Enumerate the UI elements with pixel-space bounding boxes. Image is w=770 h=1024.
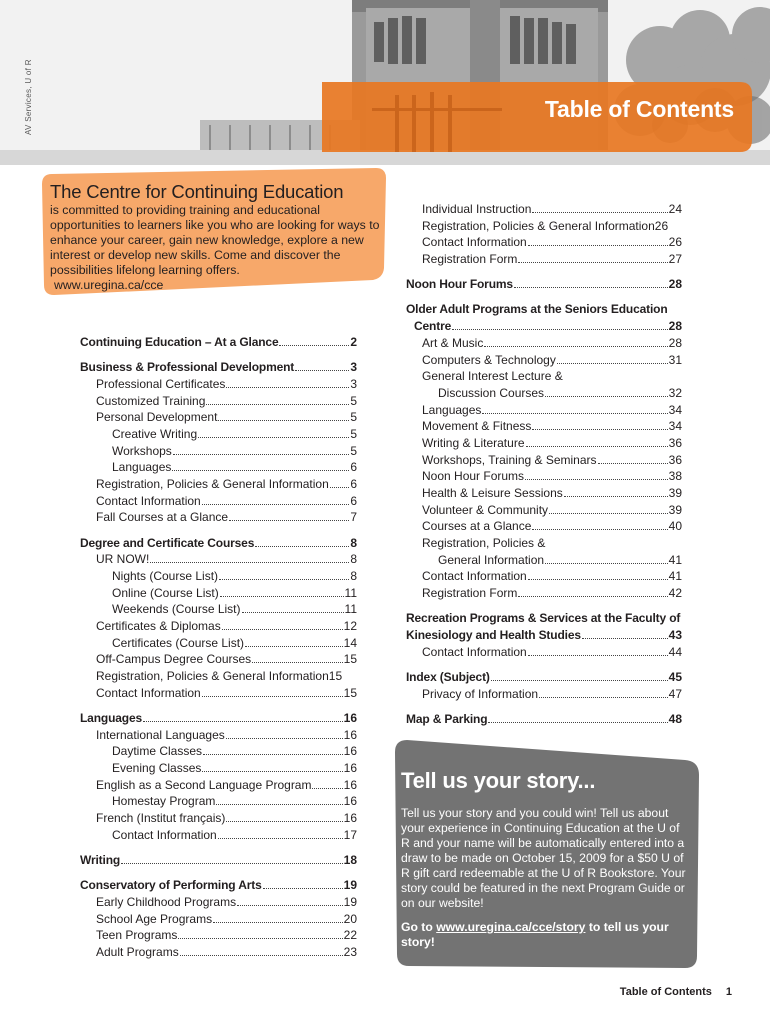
toc-spacer: [406, 660, 682, 669]
toc-entry-label: Registration, Policies & General Information: [96, 669, 329, 684]
toc-entry-page: 16: [343, 811, 357, 826]
dot-leader: [218, 420, 349, 421]
toc-section-entry[interactable]: [80, 877, 357, 894]
toc-spacer: [406, 293, 682, 302]
toc-entry-label: Workshops, Training & Seminars: [422, 452, 597, 467]
dot-leader: [564, 496, 668, 497]
toc-entry-page: 26: [668, 235, 682, 250]
toc-entry-label: Certificates & Diplomas: [96, 619, 221, 633]
toc-entry[interactable]: [80, 727, 357, 744]
toc-entry-label: Registration Form: [422, 586, 518, 601]
toc-entry-page: 27: [668, 252, 682, 267]
toc-entry-label: Business & Professional Development: [80, 360, 295, 375]
toc-entry[interactable]: [406, 535, 682, 552]
toc-entry[interactable]: [80, 459, 357, 476]
toc-entry-page: 12: [343, 619, 357, 633]
toc-entry-label: Courses at a Glance: [422, 519, 532, 534]
toc-entry-label: Professional Certificates: [96, 376, 226, 391]
toc-section-entry[interactable]: [406, 318, 682, 335]
toc-section-entry[interactable]: [80, 710, 357, 727]
toc-entry[interactable]: [406, 568, 682, 585]
photo-credit: AV Services, U of R: [24, 59, 33, 135]
dot-leader: [252, 662, 342, 663]
toc-entry-page: 16: [343, 777, 357, 792]
toc-section-entry[interactable]: [406, 276, 682, 293]
toc-entry-label: Languages: [422, 402, 482, 417]
toc-entry[interactable]: [406, 402, 682, 419]
toc-entry[interactable]: [406, 201, 682, 218]
dot-leader: [242, 612, 344, 613]
intro-body-text: is committed to providing training and educational opportunities to learners like you who are looking for ways to enhance your career, gain new knowledge, explore a new interest or develop new skills. Come and discover the possibilities lifelong learning offers.: [50, 203, 380, 277]
toc-entry-label: Degree and Certificate Courses: [80, 535, 255, 550]
dot-leader: [143, 721, 343, 722]
toc-entry-label: Conservatory of Performing Arts: [80, 878, 262, 893]
dot-leader: [549, 513, 668, 514]
toc-entry[interactable]: [406, 335, 682, 352]
dot-leader: [295, 370, 349, 371]
toc-entry-label: Languages: [112, 460, 172, 475]
toc-entry-label: Discussion Courses: [438, 385, 545, 400]
toc-entry-label: Kinesiology and Health Studies: [406, 628, 581, 642]
toc-entry[interactable]: [80, 651, 357, 668]
dot-leader: [488, 722, 667, 723]
toc-entry-page: 16: [343, 727, 357, 742]
toc-entry-page: 7: [350, 510, 357, 525]
toc-entry[interactable]: [406, 452, 682, 469]
toc-entry-label: Contact Information: [96, 685, 201, 700]
story-cta-prefix: Go to: [401, 920, 437, 934]
dot-leader: [518, 262, 667, 263]
dot-leader: [218, 838, 343, 839]
toc-entry[interactable]: [80, 793, 357, 810]
toc-entry-label: Contact Information: [422, 569, 527, 584]
toc-entry[interactable]: [80, 509, 357, 526]
toc-entry[interactable]: [80, 493, 357, 510]
toc-entry-page: 5: [350, 410, 357, 425]
toc-entry-label: Workshops: [112, 443, 172, 458]
toc-entry-page: 6: [350, 493, 357, 508]
toc-entry-page: 41: [668, 552, 682, 567]
toc-entry[interactable]: [80, 743, 357, 760]
dot-leader: [532, 529, 667, 530]
toc-entry-page: 3: [350, 376, 357, 391]
dot-leader: [598, 463, 668, 464]
toc-entry-page: 41: [668, 569, 682, 584]
toc-entry-page: 5: [350, 426, 357, 441]
dot-leader: [226, 738, 343, 739]
toc-entry-label: Noon Hour Forums: [422, 469, 525, 484]
footer-label: Table of Contents: [619, 986, 712, 998]
toc-entry-label: Certificates (Course List): [112, 635, 245, 650]
toc-entry-label: Early Childhood Programs: [96, 894, 237, 909]
dot-leader: [226, 821, 342, 822]
toc-entry-label: Fall Courses at a Glance: [96, 510, 229, 525]
toc-entry[interactable]: [406, 368, 682, 385]
toc-entry[interactable]: [406, 435, 682, 452]
toc-entry-label: Adult Programs: [96, 944, 179, 959]
toc-entry[interactable]: [80, 618, 357, 635]
toc-entry-label: Index (Subject): [406, 669, 490, 684]
toc-entry-page: 8: [350, 568, 357, 583]
toc-entry-page: 39: [668, 486, 682, 500]
dot-leader: [525, 479, 668, 480]
toc-section-entry[interactable]: [80, 359, 357, 376]
dot-leader: [178, 938, 342, 939]
toc-entry-label: Volunteer & Community: [422, 502, 549, 517]
toc-section-entry[interactable]: [406, 711, 682, 728]
toc-entry[interactable]: [80, 944, 357, 961]
toc-entry-label: General Information: [438, 552, 545, 567]
toc-entry-label: International Languages: [96, 727, 225, 742]
toc-entry-label: General Interest Lecture &: [422, 369, 563, 384]
dot-leader: [545, 563, 668, 564]
toc-entry-page: 20: [343, 911, 357, 926]
toc-entry[interactable]: [80, 393, 357, 410]
dot-leader: [180, 955, 343, 956]
toc-spacer: [406, 268, 682, 277]
story-title: Tell us your story...: [401, 768, 596, 793]
toc-entry-page: 2: [350, 335, 357, 349]
toc-entry[interactable]: [406, 644, 682, 661]
toc-entry-label: UR NOW!: [96, 552, 150, 567]
dot-leader: [312, 788, 342, 789]
toc-entry-page: 28: [668, 335, 682, 350]
toc-entry[interactable]: [406, 585, 682, 602]
dot-leader: [518, 596, 667, 597]
toc-entry-label: Centre: [414, 319, 452, 334]
dot-leader: [245, 646, 343, 647]
dot-leader: [206, 404, 349, 405]
toc-entry-label: Weekends (Course List): [112, 602, 241, 617]
toc-entry-label: Contact Information: [96, 493, 201, 508]
toc-entry-page: 26: [654, 218, 669, 233]
dot-leader: [226, 387, 349, 388]
toc-entry-label: Continuing Education – At a Glance: [80, 335, 279, 349]
toc-entry-page: 43: [668, 628, 682, 642]
dot-leader: [237, 905, 343, 906]
dot-leader: [220, 596, 344, 597]
dot-leader: [219, 579, 349, 580]
toc-entry-label: Noon Hour Forums: [406, 277, 513, 292]
dot-leader: [222, 629, 343, 630]
toc-entry-page: 16: [343, 744, 357, 759]
dot-leader: [528, 245, 668, 246]
dot-leader: [582, 638, 668, 639]
toc-entry-label: Evening Classes: [112, 761, 202, 775]
toc-entry-page: 8: [350, 552, 357, 567]
toc-section-entry[interactable]: [80, 334, 357, 351]
toc-entry[interactable]: [80, 810, 357, 827]
toc-entry-label: Map & Parking: [406, 711, 488, 726]
toc-entry[interactable]: [406, 518, 682, 535]
toc-entry[interactable]: [406, 468, 682, 485]
toc-section-entry[interactable]: [406, 301, 682, 318]
toc-right-column: [406, 201, 682, 727]
toc-entry-page: 19: [343, 878, 357, 893]
toc-entry-page: 31: [668, 352, 682, 367]
toc-entry-label: Recreation Programs & Services at the Faculty of: [406, 611, 681, 626]
toc-entry-page: 18: [343, 852, 357, 867]
toc-entry[interactable]: [80, 376, 357, 393]
dot-leader: [491, 680, 668, 681]
toc-entry-label: Daytime Classes: [112, 744, 203, 759]
toc-entry[interactable]: [80, 568, 357, 585]
dot-leader: [330, 487, 350, 488]
toc-entry-page: 45: [668, 669, 682, 684]
toc-entry[interactable]: [80, 585, 357, 602]
toc-entry-page: 34: [668, 402, 682, 417]
header-photo: [0, 0, 770, 165]
toc-entry-page: 42: [668, 586, 682, 601]
intro-title: The Centre for Continuing Education: [50, 181, 344, 202]
toc-entry-page: 36: [668, 435, 682, 450]
dot-leader: [173, 454, 350, 455]
toc-entry-label: Creative Writing: [112, 426, 198, 441]
toc-entry-label: Contact Information: [422, 235, 527, 250]
toc-spacer: [406, 702, 682, 711]
story-link[interactable]: www.uregina.ca/cce/story: [436, 920, 586, 934]
dot-leader: [526, 446, 668, 447]
toc-spacer: [80, 526, 357, 535]
toc-entry-page: 11: [344, 602, 357, 617]
toc-section-entry[interactable]: [406, 610, 682, 627]
dot-leader: [121, 863, 343, 864]
toc-entry-label: Health & Leisure Sessions: [422, 486, 563, 500]
toc-entry-page: 15: [343, 685, 357, 700]
toc-entry-label: French (Institut français): [96, 811, 226, 826]
toc-entry-page: 17: [343, 827, 357, 842]
dot-leader: [557, 363, 668, 364]
story-body: Tell us your story and you could win! Tell us about your experience in Continuing Education at the U of R and your name will be automatically entered into a draw to be made on October 15, 2009 for a $50 U of R gift card redeemable at the U of R Bookstore. Your story could be featured in the next Program Guide or on our website!: [401, 806, 686, 910]
dot-leader: [532, 212, 667, 213]
dot-leader: [528, 655, 668, 656]
toc-entry[interactable]: [406, 251, 682, 268]
intro-body: [50, 203, 380, 293]
toc-entry-label: Teen Programs: [96, 928, 178, 943]
toc-entry-page: 36: [668, 452, 682, 467]
toc-entry-page: 47: [668, 686, 682, 701]
toc-spacer: [80, 869, 357, 878]
toc-entry[interactable]: [80, 685, 357, 702]
toc-entry-label: Personal Development: [96, 410, 218, 425]
toc-entry-label: Art & Music: [422, 335, 484, 350]
toc-entry-page: 24: [668, 202, 682, 216]
dot-leader: [213, 922, 343, 923]
dot-leader: [539, 697, 668, 698]
toc-entry-page: 16: [343, 761, 357, 775]
toc-entry[interactable]: [406, 218, 682, 235]
toc-entry-label: Homestay Program: [112, 794, 216, 809]
toc-entry-label: Contact Information: [112, 827, 217, 842]
toc-entry[interactable]: [406, 485, 682, 502]
dot-leader: [484, 346, 667, 347]
toc-entry-page: 38: [668, 469, 682, 484]
dot-leader: [452, 329, 668, 330]
dot-leader: [528, 579, 668, 580]
toc-entry-page: 22: [343, 928, 357, 943]
toc-entry[interactable]: [80, 443, 357, 460]
toc-entry[interactable]: [80, 927, 357, 944]
toc-entry-page: 11: [344, 585, 357, 600]
toc-entry-label: Off-Campus Degree Courses: [96, 652, 252, 667]
toc-entry-label: Registration, Policies & General Information: [96, 477, 329, 491]
toc-entry[interactable]: [80, 426, 357, 443]
toc-entry-label: Nights (Course List): [112, 568, 219, 583]
toc-left-column: [80, 334, 357, 961]
toc-entry[interactable]: [406, 686, 682, 703]
building-photo-illustration: [0, 0, 770, 165]
toc-entry-label: Customized Training: [96, 393, 206, 408]
story-callout: [395, 740, 702, 968]
toc-section-entry[interactable]: [406, 669, 682, 686]
toc-entry-label: Computers & Technology: [422, 352, 556, 367]
dot-leader: [172, 470, 349, 471]
toc-entry-label: Individual Instruction: [422, 202, 532, 216]
dot-leader: [545, 396, 668, 397]
toc-entry-label: Privacy of Information: [422, 686, 539, 701]
dot-leader: [532, 429, 667, 430]
dot-leader: [279, 345, 349, 346]
toc-spacer: [80, 843, 357, 852]
toc-entry-page: 15: [328, 669, 343, 684]
toc-entry[interactable]: [406, 552, 682, 569]
toc-entry-page: 28: [668, 319, 682, 334]
story-cta-suffix: to tell us your story!: [401, 920, 669, 949]
dot-leader: [203, 754, 343, 755]
toc-entry[interactable]: [80, 911, 357, 928]
toc-entry[interactable]: [80, 409, 357, 426]
toc-entry-page: 15: [343, 652, 357, 667]
toc-entry[interactable]: [80, 601, 357, 618]
toc-entry-label: Contact Information: [422, 644, 527, 659]
toc-entry-page: 14: [343, 635, 357, 650]
intro-url-link[interactable]: www.uregina.ca/cce: [54, 278, 164, 292]
page-footer: [620, 986, 732, 998]
toc-entry[interactable]: [80, 894, 357, 911]
toc-entry[interactable]: [406, 352, 682, 369]
toc-entry-page: 19: [343, 894, 357, 909]
page-number: 1: [725, 986, 732, 998]
toc-entry-label: English as a Second Language Program: [96, 777, 312, 792]
toc-entry-label: Languages: [80, 710, 142, 725]
intro-box: [40, 168, 388, 296]
toc-entry[interactable]: [80, 551, 357, 568]
toc-entry[interactable]: [406, 385, 682, 402]
toc-entry-page: 3: [350, 360, 357, 375]
toc-entry-page: 16: [343, 794, 357, 809]
dot-leader: [150, 562, 349, 563]
toc-entry[interactable]: [80, 827, 357, 844]
dot-leader: [482, 413, 667, 414]
toc-entry-page: 39: [668, 502, 682, 517]
toc-entry-label: Writing: [80, 852, 121, 867]
toc-entry-label: School Age Programs: [96, 911, 213, 926]
toc-entry-page: 40: [668, 519, 682, 534]
toc-entry-label: Online (Course List): [112, 585, 219, 600]
toc-entry-label: Older Adult Programs at the Seniors Education: [406, 302, 668, 317]
dot-leader: [514, 287, 668, 288]
toc-section-entry[interactable]: [80, 852, 357, 869]
dot-leader: [198, 437, 349, 438]
toc-entry-label: Movement & Fitness: [422, 419, 532, 434]
dot-leader: [255, 546, 349, 547]
toc-entry-page: 32: [668, 385, 682, 400]
toc-entry[interactable]: [80, 668, 357, 685]
toc-entry-page: 6: [350, 477, 357, 491]
toc-spacer: [80, 351, 357, 360]
toc-entry-page: 6: [350, 460, 357, 475]
toc-entry-label: Registration, Policies & General Information: [422, 218, 655, 233]
toc-entry[interactable]: [80, 760, 357, 777]
toc-entry-page: 34: [668, 419, 682, 434]
page-title: Table of Contents: [544, 96, 734, 122]
toc-entry-page: 8: [350, 535, 357, 550]
toc-entry-page: 23: [343, 944, 357, 959]
dot-leader: [229, 520, 349, 521]
toc-entry-label: Registration Form: [422, 252, 518, 267]
toc-entry-page: 28: [668, 277, 682, 292]
toc-spacer: [406, 602, 682, 611]
toc-entry[interactable]: [406, 418, 682, 435]
toc-entry-label: Registration, Policies &: [422, 536, 546, 551]
toc-entry-page: 16: [343, 710, 357, 725]
dot-leader: [216, 804, 342, 805]
toc-spacer: [80, 701, 357, 710]
toc-section-entry[interactable]: [80, 535, 357, 552]
toc-entry[interactable]: [80, 476, 357, 493]
dot-leader: [202, 696, 343, 697]
toc-entry-page: 48: [668, 711, 682, 726]
toc-entry[interactable]: [406, 234, 682, 251]
toc-entry-label: Writing & Literature: [422, 435, 525, 450]
story-cta: [401, 920, 691, 950]
dot-leader: [202, 504, 350, 505]
toc-entry[interactable]: [80, 777, 357, 794]
toc-entry-page: 5: [350, 393, 357, 408]
toc-entry[interactable]: [80, 635, 357, 652]
toc-entry-page: 44: [668, 644, 682, 659]
toc-section-entry[interactable]: [406, 627, 682, 644]
dot-leader: [263, 888, 343, 889]
toc-entry[interactable]: [406, 502, 682, 519]
toc-entry-page: 5: [350, 443, 357, 458]
dot-leader: [202, 771, 342, 772]
